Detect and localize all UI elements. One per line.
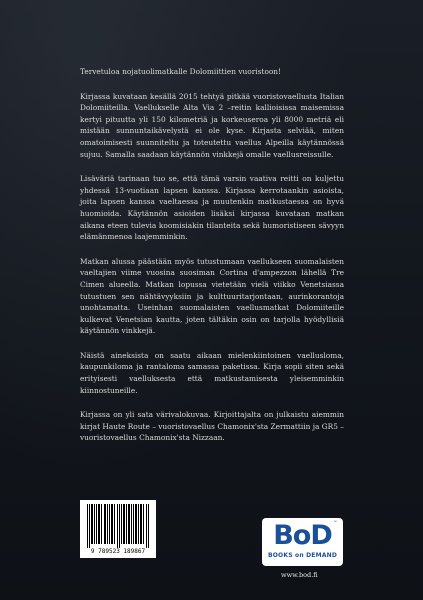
isbn-barcode: [80, 500, 156, 558]
publisher-logo: [262, 518, 343, 566]
blurb-paragraph-3: Lisäväriä tarinaan tuo se, että tämä varsin vaativa reitti on kuljettu yhdessä 13-vuotiaan lapsen kanssa. Kirjassa kerrotaankin asioista, joita lapsen kanssa vaeltaessa ja muutenkin matkustaessa on hyvä huomioida. Käytännön asioiden lisäksi kirjassa kuvataan matkan aikana eteen tulevia koomisiakin tilanteita sekä humoristiseen sävyyn elämänmenoa laajemminkin.: [80, 174, 344, 242]
isbn-number: 9 789523 189867: [90, 548, 146, 555]
blurb-paragraph-6: Kirjassa on yli sata värivalokuvaa. Kirjoittajalta on julkaistu aiemmin kirjat Haute Route – vuoristovaellus Chamonix'sta Zermattiin ja GR5 – vuoristovaellus Chamonix'sta Nizzaan.: [80, 410, 344, 443]
blurb-paragraph-4: Matkan alussa päästään myös tutustumaan vaellukseen suomalaisten vaeltajien viime vuosina suosiman Cortina d'ampezzon lähellä Tre Cimen alueella. Matkan lopussa vietetään vielä viikko Venetsiassa tutustuen sen nähtävyyksiin ja kulttuuritarjontaan, aurinkorantoja unohtamatta. Useinhan suomalaisten vaellusmatkat Dolomiiteille kulkevat Venetsian kautta, joten tältäkin osin on tarjolla hyödyllisiä käytännön vinkkejä.: [80, 256, 344, 336]
barcode-bars: [87, 504, 149, 548]
blurb-paragraph-2: Kirjassa kuvataan kesällä 2015 tehtyä pitkää vuoristovaellusta Italian Dolomiiteilla. Vaellukselle Alta Via 2 –reitin kallioisissa maisemissa kertyi pituutta yli 150 kilometriä ja korkeuseroa yli 8000 metriä eli mistään sunnuntaikävelystä ei ole kyse. Kirjasta selviää, miten omatoimisesti suunniteltu ja toteutettu vaellus Alpeilla käytännössä sujuu. Samalla saadaan käytännön vinkkejä omalle vaellusreissulle.: [80, 91, 344, 159]
publisher-tagline: BOOKS on DEMAND: [267, 552, 337, 559]
publisher-mark: BoD: [273, 520, 332, 551]
publisher-website: www.bod.fi: [281, 571, 318, 579]
blurb-paragraph-5: Näistä aineksista on saatu aikaan mielenkiintoinen vaellusloma, kaupunkiloma ja rantaloma samassa paketissa. Kirja sopii siten sekä erityisesti vaelluksesta että matkustamisesta yleisemminkin kiinnostuneille.: [80, 350, 344, 395]
blurb-text: [80, 66, 344, 457]
trademark-symbol: ™: [333, 521, 338, 526]
blurb-paragraph-1: Tervetuloa nojatuolimatkalle Dolomiittien vuoristoon!: [80, 67, 282, 76]
